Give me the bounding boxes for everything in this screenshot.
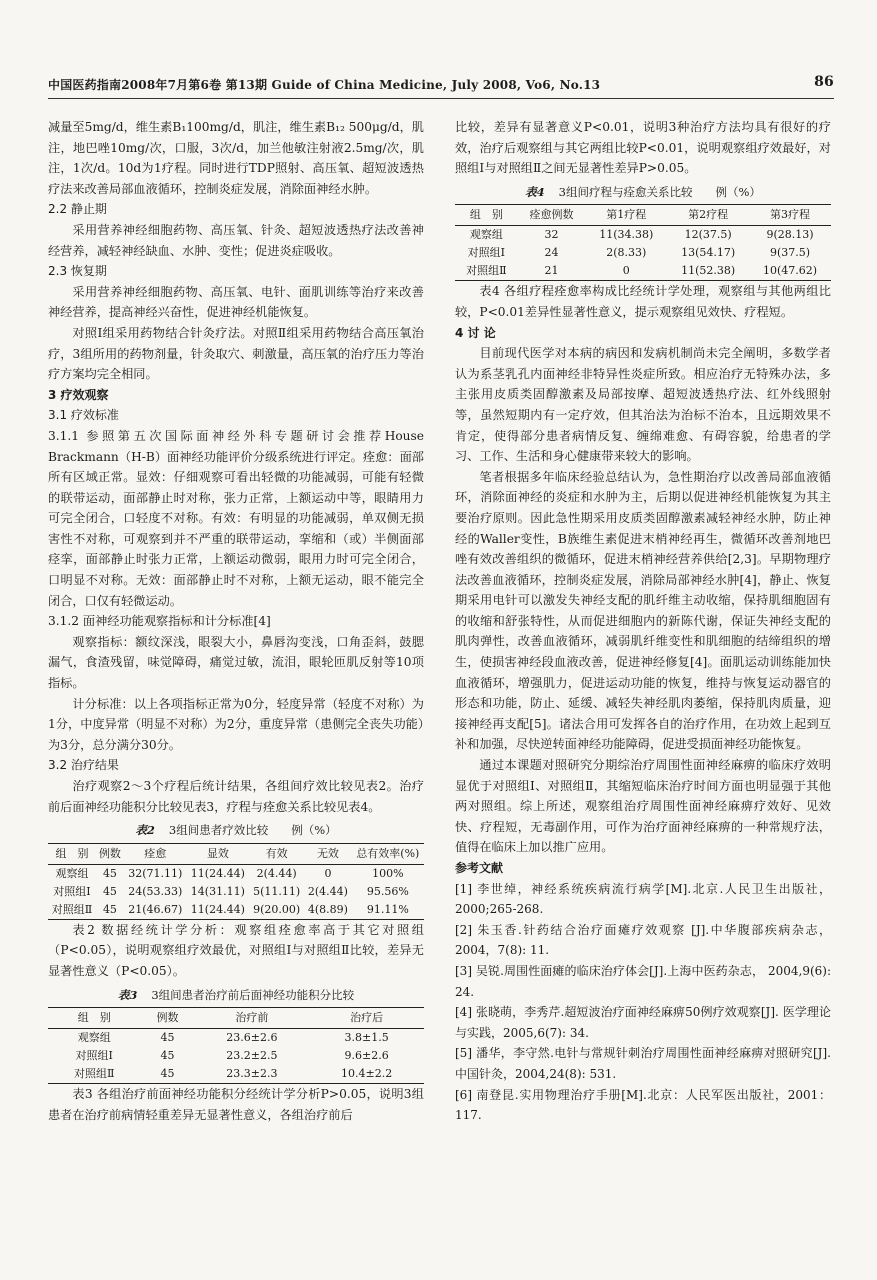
- table-header-cell: 显效: [206, 846, 229, 860]
- table-header-cell: 第2疗程: [688, 208, 729, 222]
- references-heading: 参考文献: [455, 861, 504, 875]
- table-cell: 13(54.17): [681, 246, 736, 260]
- table-row: [48, 1029, 424, 1048]
- table-3: [48, 1007, 424, 1084]
- table-cell: 9(20.00): [253, 902, 301, 916]
- table-cell: 11(52.38): [681, 264, 736, 278]
- table-row: [48, 883, 424, 901]
- table-cell: 3.8±1.5: [344, 1031, 389, 1045]
- table2-caption: [48, 820, 424, 841]
- right-column: [455, 117, 831, 1126]
- heading-3: 3 疗效观察: [48, 387, 109, 402]
- paragraph-2-2: 采用营养神经细胞药物、高压氧、针灸、超短波透热疗法改善神经营养，减轻神经缺血、水肿、变性；促进炎症吸收。: [48, 222, 424, 258]
- table-cell: 观察组: [469, 228, 503, 242]
- table-cell: 45: [160, 1049, 175, 1063]
- table-header-cell: 例数: [98, 846, 121, 860]
- table2-title: 3组间患者疗效比较 例（%）: [168, 823, 337, 838]
- table-cell: 32: [544, 228, 559, 242]
- table4-title: 3组间疗程与痊愈关系比较 例（%）: [558, 184, 761, 199]
- table-header-cell: 组 别: [77, 1011, 111, 1025]
- table-cell: 100%: [372, 866, 404, 880]
- table-header-cell: 治疗后: [350, 1011, 384, 1025]
- paragraph-intro: 减量至5mg/d，维生素B₁100mg/d，肌注，维生素B₁₂ 500μg/d，肌注，地巴唑10mg/次，口服，3次/d，加兰他敏注射液2.5mg/次，肌注，1次/d。10d为1疗程。同时进行TDP照射、高压氧、超短波透热疗法来改善局部血液循环，控制炎症发展，消除面神经水肿。: [48, 120, 424, 196]
- table-cell: 对照组Ⅱ: [73, 1067, 115, 1081]
- table-cell: 0: [324, 866, 332, 880]
- paragraph-discussion-3: 通过本课题对照研究分期综治疗周围性面神经麻痹的临床疗效明显优于对照组Ⅰ、对照组Ⅱ，其缩短临床治疗时间方面也明显强于其他两对照组。综上所述，观察组治疗周围性面神经麻痹疗效好、见效快、疗程短，无毒副作用，可作为治疗面神经麻痹的一种常规疗法，值得在临床上加以推广应用。: [455, 758, 831, 855]
- table3-caption: [48, 985, 424, 1006]
- table-header-cell: 痊愈: [144, 846, 167, 860]
- table-header-cell: 无效: [316, 846, 339, 860]
- table-cell: 2(8.33): [606, 246, 647, 260]
- table-cell: 12(37.5): [684, 228, 732, 242]
- table-header-cell: 痊愈例数: [529, 208, 574, 222]
- table-cell: 2(4.44): [307, 884, 348, 898]
- table3-label: 表3: [117, 987, 138, 1002]
- table-cell: 21(46.67): [128, 902, 183, 916]
- table-header-cell: 第3疗程: [770, 208, 811, 222]
- table-row: [48, 901, 424, 920]
- paragraph-table3-analysis: 表3 各组治疗前面神经功能积分经统计学分析P>0.05，说明3组患者在治疗前病情轻重差异无显著性意义，各组治疗前后: [48, 1087, 424, 1122]
- table3-title: 3组间患者治疗前后面神经功能积分比较: [151, 987, 355, 1002]
- paragraph-table2-analysis: 表2 数据经统计学分析：观察组痊愈率高于其它对照组（P<0.05），说明观察组疗效最优，对照组Ⅰ与对照组Ⅱ比较，差异无显著性意义（P<0.05）。: [48, 922, 424, 978]
- heading-3-1-2: 3.1.2 面神经功能观察指标和计分标准[4]: [48, 614, 271, 629]
- paragraph-continued: 比较，差异有显著意义P<0.01，说明3种治疗方法均具有很好的疗效，治疗后观察组与其它两组比较P<0.01，说明观察组疗效最好，对照组Ⅰ与对照组Ⅱ之间无显著性差异P>0.05。: [455, 120, 831, 176]
- table-cell: 9.6±2.6: [344, 1049, 389, 1063]
- table-cell: 45: [102, 866, 117, 880]
- table-header-cell: 组 别: [55, 846, 89, 860]
- paragraph-indicators: 观察指标：额纹深浅，眼裂大小，鼻唇沟变浅，口角歪斜，鼓腮漏气，食渣残留，味觉障碍，痛觉过敏，流泪，眼轮匝肌反射等10项指标。: [48, 634, 424, 691]
- reference-item: [2] 朱玉香.针药结合治疗面瘫疗效观察 [J].中华腹部疾病杂志，2004，7(8): 11.: [455, 922, 831, 958]
- table-cell: 23.2±2.5: [226, 1049, 278, 1063]
- paragraph-3-1-1: 3.1.1 参照第五次国际面神经外科专题研讨会推荐House Brackmann（H-B）面神经功能评价分级系统进行评定。痊愈：面部所有区域正常。显效：仔细观察可看出轻微的功能减弱，可能有轻微的联带运动，面部静止时对称，张力正常，上额运动中等，眼睛用力可完全闭合，口轻度不对称。有效：有明显的功能减弱，单双侧无损害性不对称，可观察到并不严重的联带运动，挛缩和（或）半侧面部痉挛，面部静止时张力正常，上额运动微弱，眼用力时可完全闭合，口明显不对称。无效：面部静止时不对称，上额无运动，眼不能完全闭合，口仅有轻微运动。: [48, 428, 424, 608]
- table-cell: 14(31.11): [190, 884, 245, 898]
- table-header-cell: 有效: [265, 846, 288, 860]
- paragraph-results: 治疗观察2～3个疗程后统计结果，各组间疗效比较见表2。治疗前后面神经功能积分比较见表3，疗程与痊愈关系比较见表4。: [48, 779, 424, 814]
- paragraph-control-groups: 对照Ⅰ组采用药物结合针灸疗法。对照Ⅱ组采用药物结合高压氧治疗，3组所用的药物剂量，针灸取穴、刺激量，高压氧的治疗压力等治疗方案均完全相同。: [48, 325, 424, 382]
- table-2: [48, 843, 424, 920]
- table-cell: 9(37.5): [770, 246, 811, 260]
- table-row: [48, 1047, 424, 1065]
- table-cell: 45: [160, 1031, 175, 1045]
- table-cell: 9(28.13): [766, 228, 814, 242]
- table-header-cell: 总有效率(%): [356, 846, 420, 860]
- paragraph-discussion-1: 目前现代医学对本病的病因和发病机制尚未完全阐明，多数学者认为系茎乳孔内面神经非特异性炎症所致。相应治疗无特殊办法，多主张用皮质类固醇激素及局部按摩、超短波透热疗法、红外线照射等，虽然短期内有一定疗效，但其治法为治标不治本，且远期效果不肯定，使得部分患者病情反复、缠绵难愈、有碍容貌，给患者的学习、工作、生活和身心健康带来较大的影响。: [455, 346, 831, 464]
- table-cell: 45: [102, 884, 117, 898]
- table-cell: 45: [102, 902, 117, 916]
- left-column: [48, 117, 424, 1125]
- table-cell: 11(34.38): [599, 228, 654, 242]
- table-cell: 45: [160, 1067, 175, 1081]
- table2-label: 表2: [135, 823, 155, 838]
- table-cell: 10(47.62): [763, 264, 818, 278]
- table-cell: 对照组Ⅰ: [53, 884, 91, 898]
- running-header: [48, 74, 834, 96]
- table-row: [48, 864, 424, 883]
- journal-header: 中国医药指南2008年7月第6卷 第13期 Guide of China Medicine, July 2008, Vo6, No.13: [48, 78, 601, 92]
- heading-4-discussion: 4 讨 论: [455, 325, 496, 340]
- reference-item: [1] 李世绰，神经系统疾病流行病学[M].北京.人民卫生出版社，2000;265-268.: [455, 881, 831, 917]
- table-cell: 对照组Ⅱ: [466, 264, 507, 278]
- heading-3-2: 3.2 治疗结果: [48, 758, 119, 773]
- table-row: [455, 262, 831, 281]
- heading-2-2: 2.2 静止期: [48, 202, 107, 217]
- reference-item: [6] 南登昆.实用物理治疗手册[M].北京：人民军医出版社，2001：117.: [455, 1087, 831, 1123]
- table-cell: 观察组: [77, 1031, 111, 1045]
- table-cell: 4(8.89): [307, 902, 348, 916]
- table-cell: 对照组Ⅰ: [467, 246, 506, 260]
- heading-2-3: 2.3 恢复期: [48, 264, 107, 279]
- table-cell: 对照组Ⅱ: [51, 902, 93, 916]
- table4-label: 表4: [525, 184, 545, 199]
- table-header-cell: 例数: [156, 1011, 179, 1025]
- table-cell: 24(53.33): [128, 884, 183, 898]
- table-header-cell: 组 别: [469, 208, 503, 222]
- table-header-row: [48, 843, 424, 864]
- reference-item: [5] 潘华，李守然.电针与常规针刺治疗周围性面神经麻痹对照研究[J].中国针灸，2004,24(8): 531.: [455, 1046, 831, 1081]
- table4-caption: [455, 182, 831, 203]
- table-cell: 观察组: [55, 866, 89, 880]
- reference-item: [3] 吴锐.周围性面瘫的临床治疗体会[J].上海中医药杂志， 2004,9(6): 24.: [455, 963, 831, 999]
- table-cell: 5(11.11): [253, 884, 301, 898]
- table-header-row: [455, 205, 831, 226]
- paragraph-table4-analysis: 表4 各组疗程痊愈率构成比经统计学处理，观察组与其他两组比较，P<0.01差异性显著性意义，提示观察组见效快、疗程短。: [455, 284, 831, 319]
- table-header-cell: 第1疗程: [606, 208, 647, 222]
- table-cell: 10.4±2.2: [341, 1067, 393, 1081]
- paragraph-scoring: 计分标准：以上各项指标正常为0分，轻度异常（轻度不对称）为1分，中度异常（明显不对称）为2分，重度异常（患侧完全丧失功能）为3分，总分满分30分。: [48, 696, 424, 752]
- paragraph-2-3: 采用营养神经细胞药物、高压氧、电针、面肌训练等治疗来改善神经营养，提高神经兴奋性，促进神经机能恢复。: [48, 284, 424, 320]
- table-4: [455, 204, 831, 281]
- table-cell: 23.6±2.6: [226, 1031, 278, 1045]
- header-rule: [48, 98, 834, 99]
- table-row: [48, 1065, 424, 1084]
- table-cell: 91.11%: [366, 902, 409, 916]
- table-cell: 24: [544, 246, 559, 260]
- table-cell: 对照组Ⅰ: [75, 1049, 113, 1063]
- reference-item: [4] 张晓萌，李秀芹.超短波治疗面神经麻痹50例疗效观察[J]. 医学理论与实践，2005,6(7): 34.: [455, 1005, 831, 1040]
- table-cell: 95.56%: [366, 884, 409, 898]
- page-number: 86: [814, 74, 834, 90]
- table-cell: 23.3±2.3: [226, 1067, 278, 1081]
- table-cell: 11(24.44): [190, 902, 245, 916]
- table-cell: 21: [544, 264, 559, 278]
- table-row: [455, 244, 831, 262]
- table-header-row: [48, 1008, 424, 1029]
- table-cell: 32(71.11): [128, 866, 183, 880]
- paragraph-discussion-2: 笔者根据多年临床经验总结认为，急性期治疗以改善局部血液循环，消除面神经的炎症和水肿为主，后期以促进神经机能恢复为其主要治疗原则。因此急性期采用皮质类固醇激素减轻神经水肿，防止神经的Waller变性，B族维生素促进末梢神经再生，微循环改善剂地巴唑有效改善组织的微循环，促进末梢神经营养供给[2,3]。早期物理疗法改善血液循环，控制炎症发展，消除局部神经水肿[4]，静止、恢复期采用电针可以激发失神经支配的肌纤维主动收缩，保持肌细胞固有的收缩和舒张特性，从而促进细胞内的新陈代谢，保证失神经支配的肌肉弹性，改善血液循环，减弱肌纤维变性和肌细胞的结缔组织的增生，使损害神经段血液改善，促进神经修复[4]。面肌运动训练能加快血液循环，增强肌力，促进运动功能的恢复，维持与恢复运动器官的形态和功能，防止、延缓、减轻失神经肌肉萎缩，保持肌肉质量，迎接神经再支配[5]。诸法合用可发挥各自的治疗作用，在功效上起到互补和加强，尽快逆转面神经功能障碍，促进受损面神经功能恢复。: [455, 469, 831, 752]
- table-row: [455, 226, 831, 245]
- table-header-cell: 治疗前: [235, 1011, 269, 1025]
- heading-3-1: 3.1 疗效标准: [48, 408, 119, 423]
- table-cell: 2(4.44): [256, 866, 297, 880]
- table-cell: 0: [622, 264, 630, 278]
- table-cell: 11(24.44): [190, 866, 245, 880]
